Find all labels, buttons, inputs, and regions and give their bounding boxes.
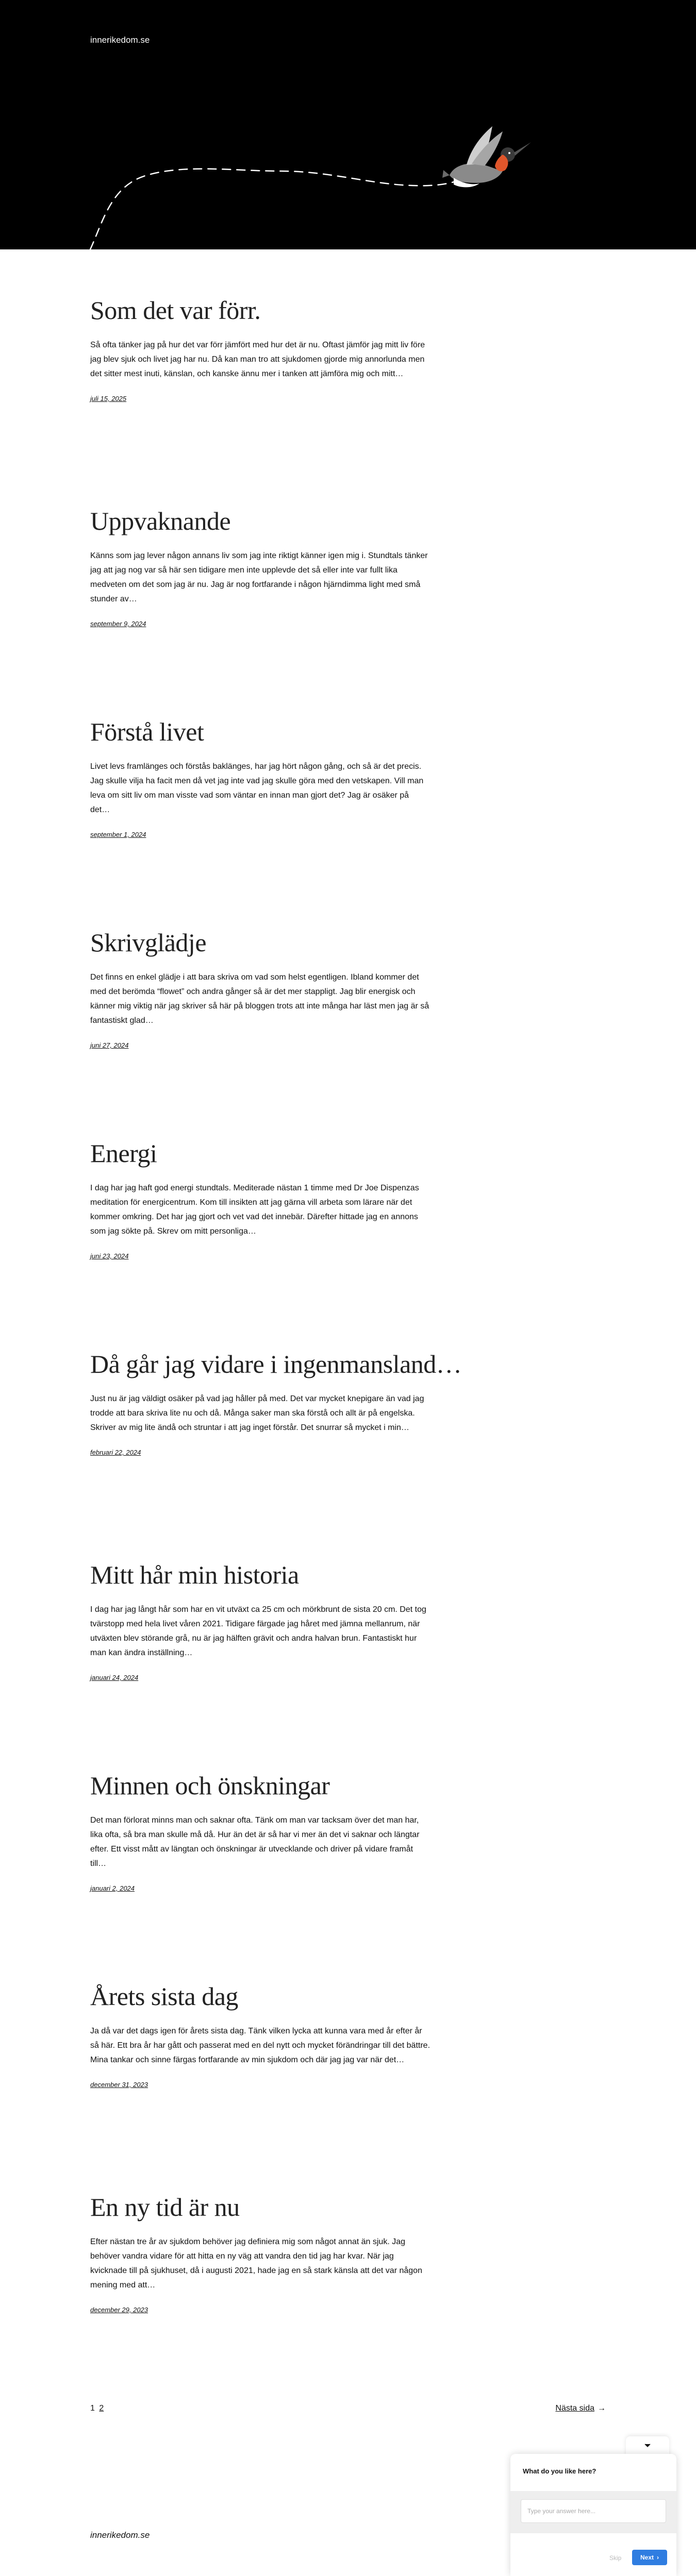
footer-site-title[interactable]: innerikedom.se <box>90 2530 150 2540</box>
post-date[interactable]: januari 2, 2024 <box>90 1884 135 1892</box>
survey-skip-button[interactable]: Skip <box>609 2554 622 2562</box>
post-date[interactable]: juli 15, 2025 <box>90 395 127 402</box>
post-title[interactable]: Minnen och önskningar <box>90 1771 330 1800</box>
post-title[interactable]: En ny tid är nu <box>90 2193 240 2221</box>
post-excerpt: Det finns en enkel glädje i att bara skriva om vad som helst egentligen. Ibland kommer det med det berömda “flowet” och andra gånger så är det mer stappligt. Jag blir energisk och känner mig viktig när jag skriver så här på bloggen trots att inte många har läst men jag är så fantastiskt glad… <box>90 973 429 1025</box>
post <box>90 295 430 403</box>
post <box>90 506 430 629</box>
post-date[interactable]: december 29, 2023 <box>90 2306 148 2314</box>
post-title[interactable]: Mitt hår min historia <box>90 1560 299 1589</box>
post-title[interactable]: Årets sista dag <box>90 1982 238 2011</box>
site-title[interactable]: innerikedom.se <box>90 35 150 45</box>
post-title[interactable]: Uppvaknande <box>90 507 231 535</box>
post-title[interactable]: Energi <box>90 1139 157 1168</box>
post-excerpt: I dag har jag långt hår som har en vit utväxt ca 25 cm och mörkbrunt de sista 20 cm. Det tog tvärstopp med hela livet våren 2021. Tidigare färgade jag håret med jämna mellanrum, när utväxten blev störande grå, nu är jag hälften grävit och andra halvan brun. Fantastiskt hur man kan ändra inställning… <box>90 1605 426 1657</box>
post <box>90 2192 430 2315</box>
survey-answer-input[interactable] <box>521 2499 666 2523</box>
post-title[interactable]: Då går jag vidare i ingenmansland… <box>90 1350 462 1378</box>
post <box>90 716 430 839</box>
hummingbird-icon <box>442 126 531 187</box>
post-date[interactable]: februari 22, 2024 <box>90 1449 141 1456</box>
chevron-down-icon <box>644 2444 651 2448</box>
page-number-current: 1 <box>90 2404 95 2413</box>
post-excerpt: I dag har jag haft god energi stundtals. Mediterade nästan 1 timme med Dr Joe Dispenzas meditation för energicentrum. Kom till insikten att jag gärna vill arbeta som lärare när det kommer omkring. Det har jag gjort och vet vad det innebär. Därefter hittade jag en annons som jag sökte på. Skrev om mitt personliga… <box>90 1184 419 1236</box>
post-excerpt: Just nu är jag väldigt osäker på vad jag håller på med. Det var mycket knepigare än vad jag trodde att bara skriva lite nu och då. Många saker man ska förstå och allt är på engelska. Skriver av mig lite ändå och struntar i att jag inget förstår. Det snurrar så mycket i min… <box>90 1394 424 1432</box>
post-excerpt: Livet levs framlänges och förstås baklänges, har jag hört någon gång, och så är det precis. Jag skulle vilja ha facit men då vet jag inte vad jag skulle göra med den vetskapen. Vill man leva om sitt liv om man visste vad som väntar en innan man gjort det? Jag är osäker på det… <box>90 762 424 814</box>
arrow-right-icon: → <box>598 2404 606 2413</box>
dashed-flight-path <box>90 169 461 249</box>
post-date[interactable]: december 31, 2023 <box>90 2081 148 2089</box>
post-excerpt: Känns som jag lever någon annans liv som jag inte riktigt känner igen mig i. Stundtals tänker jag att jag nog var så här sen tidigare men inte upplevde det så eller inte var fullt lika medveten om det som jag är nu. Jag är nog fortfarande i någon hjärndimma light med små stunder av… <box>90 551 428 603</box>
chevron-right-icon: › <box>657 2554 659 2561</box>
page-number-link[interactable]: 2 <box>99 2404 104 2413</box>
post-date[interactable]: september 1, 2024 <box>90 831 146 838</box>
pagination <box>90 2404 606 2419</box>
post-date[interactable]: januari 24, 2024 <box>90 1674 139 1681</box>
post-date[interactable]: juni 27, 2024 <box>90 1041 129 1049</box>
survey-next-button[interactable] <box>632 2550 667 2565</box>
post-excerpt: Så ofta tänker jag på hur det var förr jämfört med hur det är nu. Oftast jämför jag mitt liv före jag blev sjuk och livet jag har nu. Då kan man tro att sjukdomen gjorde mig annorlunda men det sitter mest inuti, känslan, och kanske ännu mer i tanken att jämföra mig och mitt… <box>90 341 425 378</box>
post <box>90 1770 430 1893</box>
post-date[interactable]: september 9, 2024 <box>90 620 146 628</box>
post-excerpt: Det man förlorat minns man och saknar ofta. Tänk om man var tacksam över det man har, lika ofta, så bra man skulle må då. Hur än det är så har vi mer än det vi saknar och längtar efter. Ett visst mått av längtan och önskningar är utvecklande och driver på vidare framåt till… <box>90 1816 420 1868</box>
post-title[interactable]: Förstå livet <box>90 717 204 746</box>
survey-answer-area <box>510 2491 676 2533</box>
post-excerpt: Efter nästan tre år av sjukdom behöver jag definiera mig som något annat än sjuk. Jag behöver vandra vidare för att hitta en ny väg att vandra den tid jag har kvar. När jag kvicknade till på sjukhuset, då i augusti 2021, hade jag en så stark känsla att det var någon mening med att… <box>90 2237 422 2289</box>
survey-widget <box>510 2454 676 2576</box>
survey-next-label: Next <box>640 2554 654 2561</box>
post <box>90 1138 430 1261</box>
post <box>90 1559 430 1682</box>
post <box>90 1981 430 2090</box>
post <box>90 1349 462 1457</box>
survey-question: What do you like here? <box>523 2467 596 2475</box>
next-page-label: Nästa sida <box>555 2404 594 2413</box>
post-title[interactable]: Skrivglädje <box>90 928 207 957</box>
site-header <box>0 0 696 249</box>
flight-path-illustration <box>0 0 696 249</box>
post <box>90 927 430 1050</box>
post-excerpt: Ja då var det dags igen för årets sista dag. Tänk vilken lycka att kunna vara med år efter år så här. Ett bra år har gått och passerat med en del nytt och mycket förändringar till det bättre. Mina tankar och sinne färgas fortfarande av min sjukdom och där jag jag var när det… <box>90 2027 430 2064</box>
post-title[interactable]: Som det var förr. <box>90 296 261 325</box>
next-page-link[interactable] <box>555 2404 606 2413</box>
post-date[interactable]: juni 23, 2024 <box>90 1252 129 1260</box>
